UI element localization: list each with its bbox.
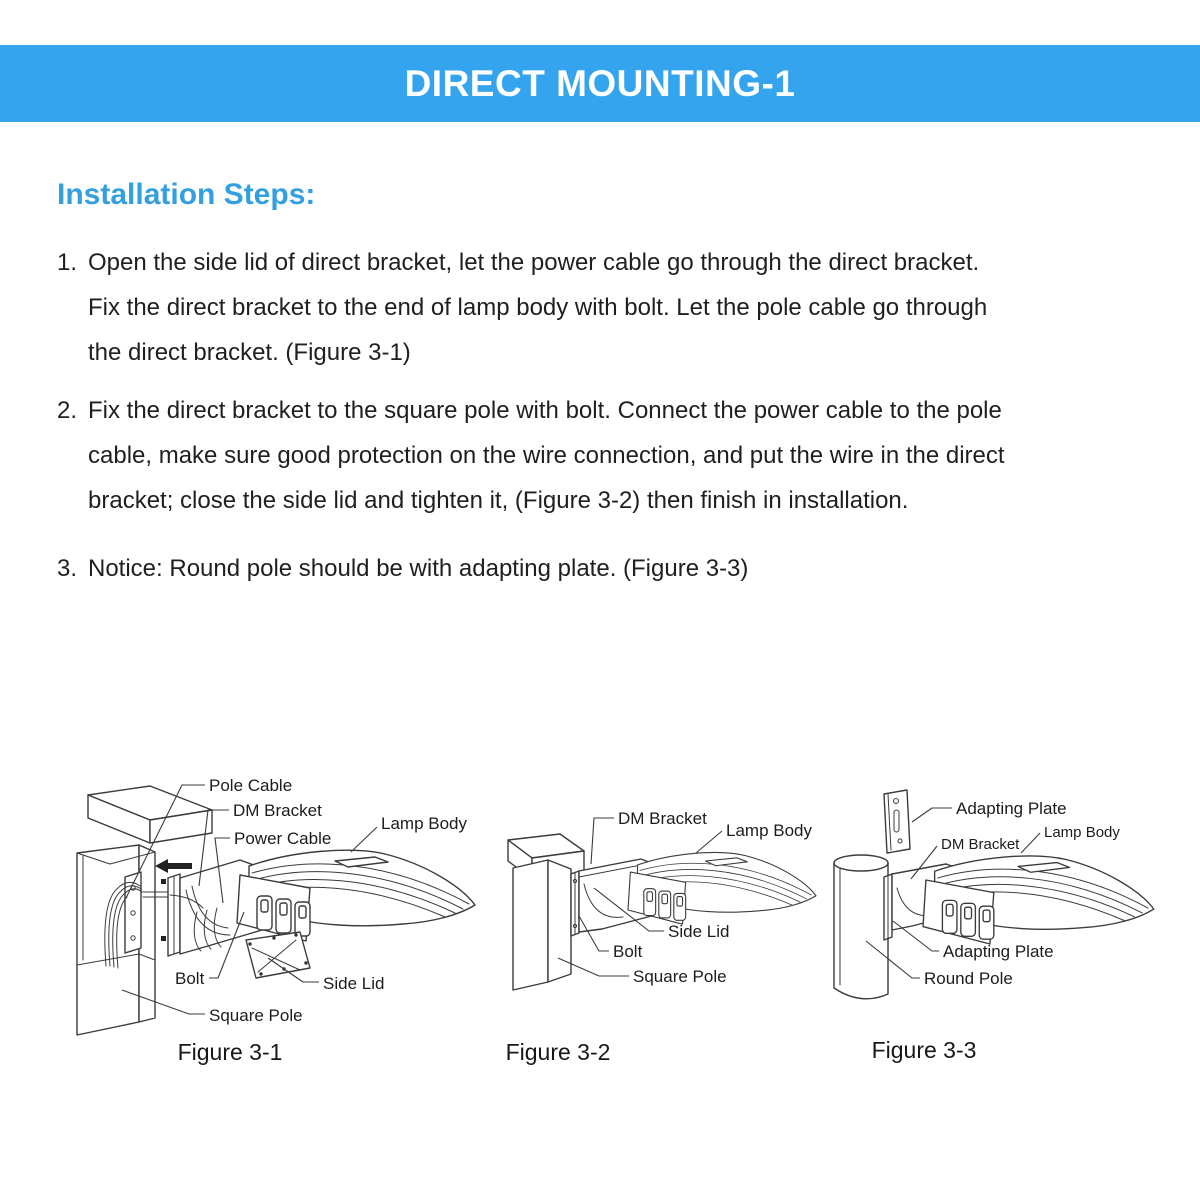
label-adapting-plate-top: Adapting Plate: [956, 799, 1067, 818]
label-round-pole: Round Pole: [924, 969, 1013, 988]
step-number: 3.: [57, 555, 78, 582]
step-line: cable, make sure good protection on the wire connection, and put the wire in the direct: [88, 442, 1005, 469]
step-number: 2.: [57, 397, 78, 424]
label-side-lid: Side Lid: [668, 922, 730, 941]
section-heading: Installation Steps:: [57, 178, 316, 211]
label-lamp-body: Lamp Body: [381, 814, 467, 833]
figure-3-3: [834, 790, 1154, 1063]
label-dm-bracket: DM Bracket: [618, 809, 707, 828]
label-adapting-plate-bottom: Adapting Plate: [943, 942, 1054, 961]
figure-caption: Figure 3-2: [505, 1039, 611, 1065]
label-bolt: Bolt: [175, 969, 205, 988]
label-lamp-body: Lamp Body: [726, 821, 812, 840]
figure-caption: Figure 3-1: [177, 1039, 283, 1065]
label-side-lid: Side Lid: [323, 974, 385, 993]
label-dm-bracket: DM Bracket: [941, 836, 1020, 853]
label-bolt: Bolt: [613, 942, 643, 961]
figure-3-1: [77, 776, 475, 1065]
step-line: Open the side lid of direct bracket, let the power cable go through the direct bracket.: [88, 249, 980, 276]
label-dm-bracket: DM Bracket: [233, 801, 322, 820]
step-line: the direct bracket. (Figure 3-1): [88, 339, 411, 366]
label-lamp-body: Lamp Body: [1044, 824, 1120, 841]
step-line: Fix the direct bracket to the end of lamp body with bolt. Let the pole cable go through: [88, 294, 988, 321]
label-square-pole: Square Pole: [633, 967, 727, 986]
figure-caption: Figure 3-3: [871, 1037, 977, 1063]
step-line: Fix the direct bracket to the square pole with bolt. Connect the power cable to the pole: [88, 397, 1002, 424]
step-line: Notice: Round pole should be with adapting plate. (Figure 3-3): [88, 555, 749, 582]
step-number: 1.: [57, 249, 78, 276]
step-line: bracket; close the side lid and tighten it, (Figure 3-2) then finish in installation.: [88, 487, 909, 514]
page-title: DIRECT MOUNTING-1: [404, 62, 796, 104]
figure-3-2: [506, 809, 816, 1065]
label-power-cable: Power Cable: [234, 829, 332, 848]
label-pole-cable: Pole Cable: [209, 776, 293, 795]
label-square-pole: Square Pole: [209, 1006, 303, 1025]
